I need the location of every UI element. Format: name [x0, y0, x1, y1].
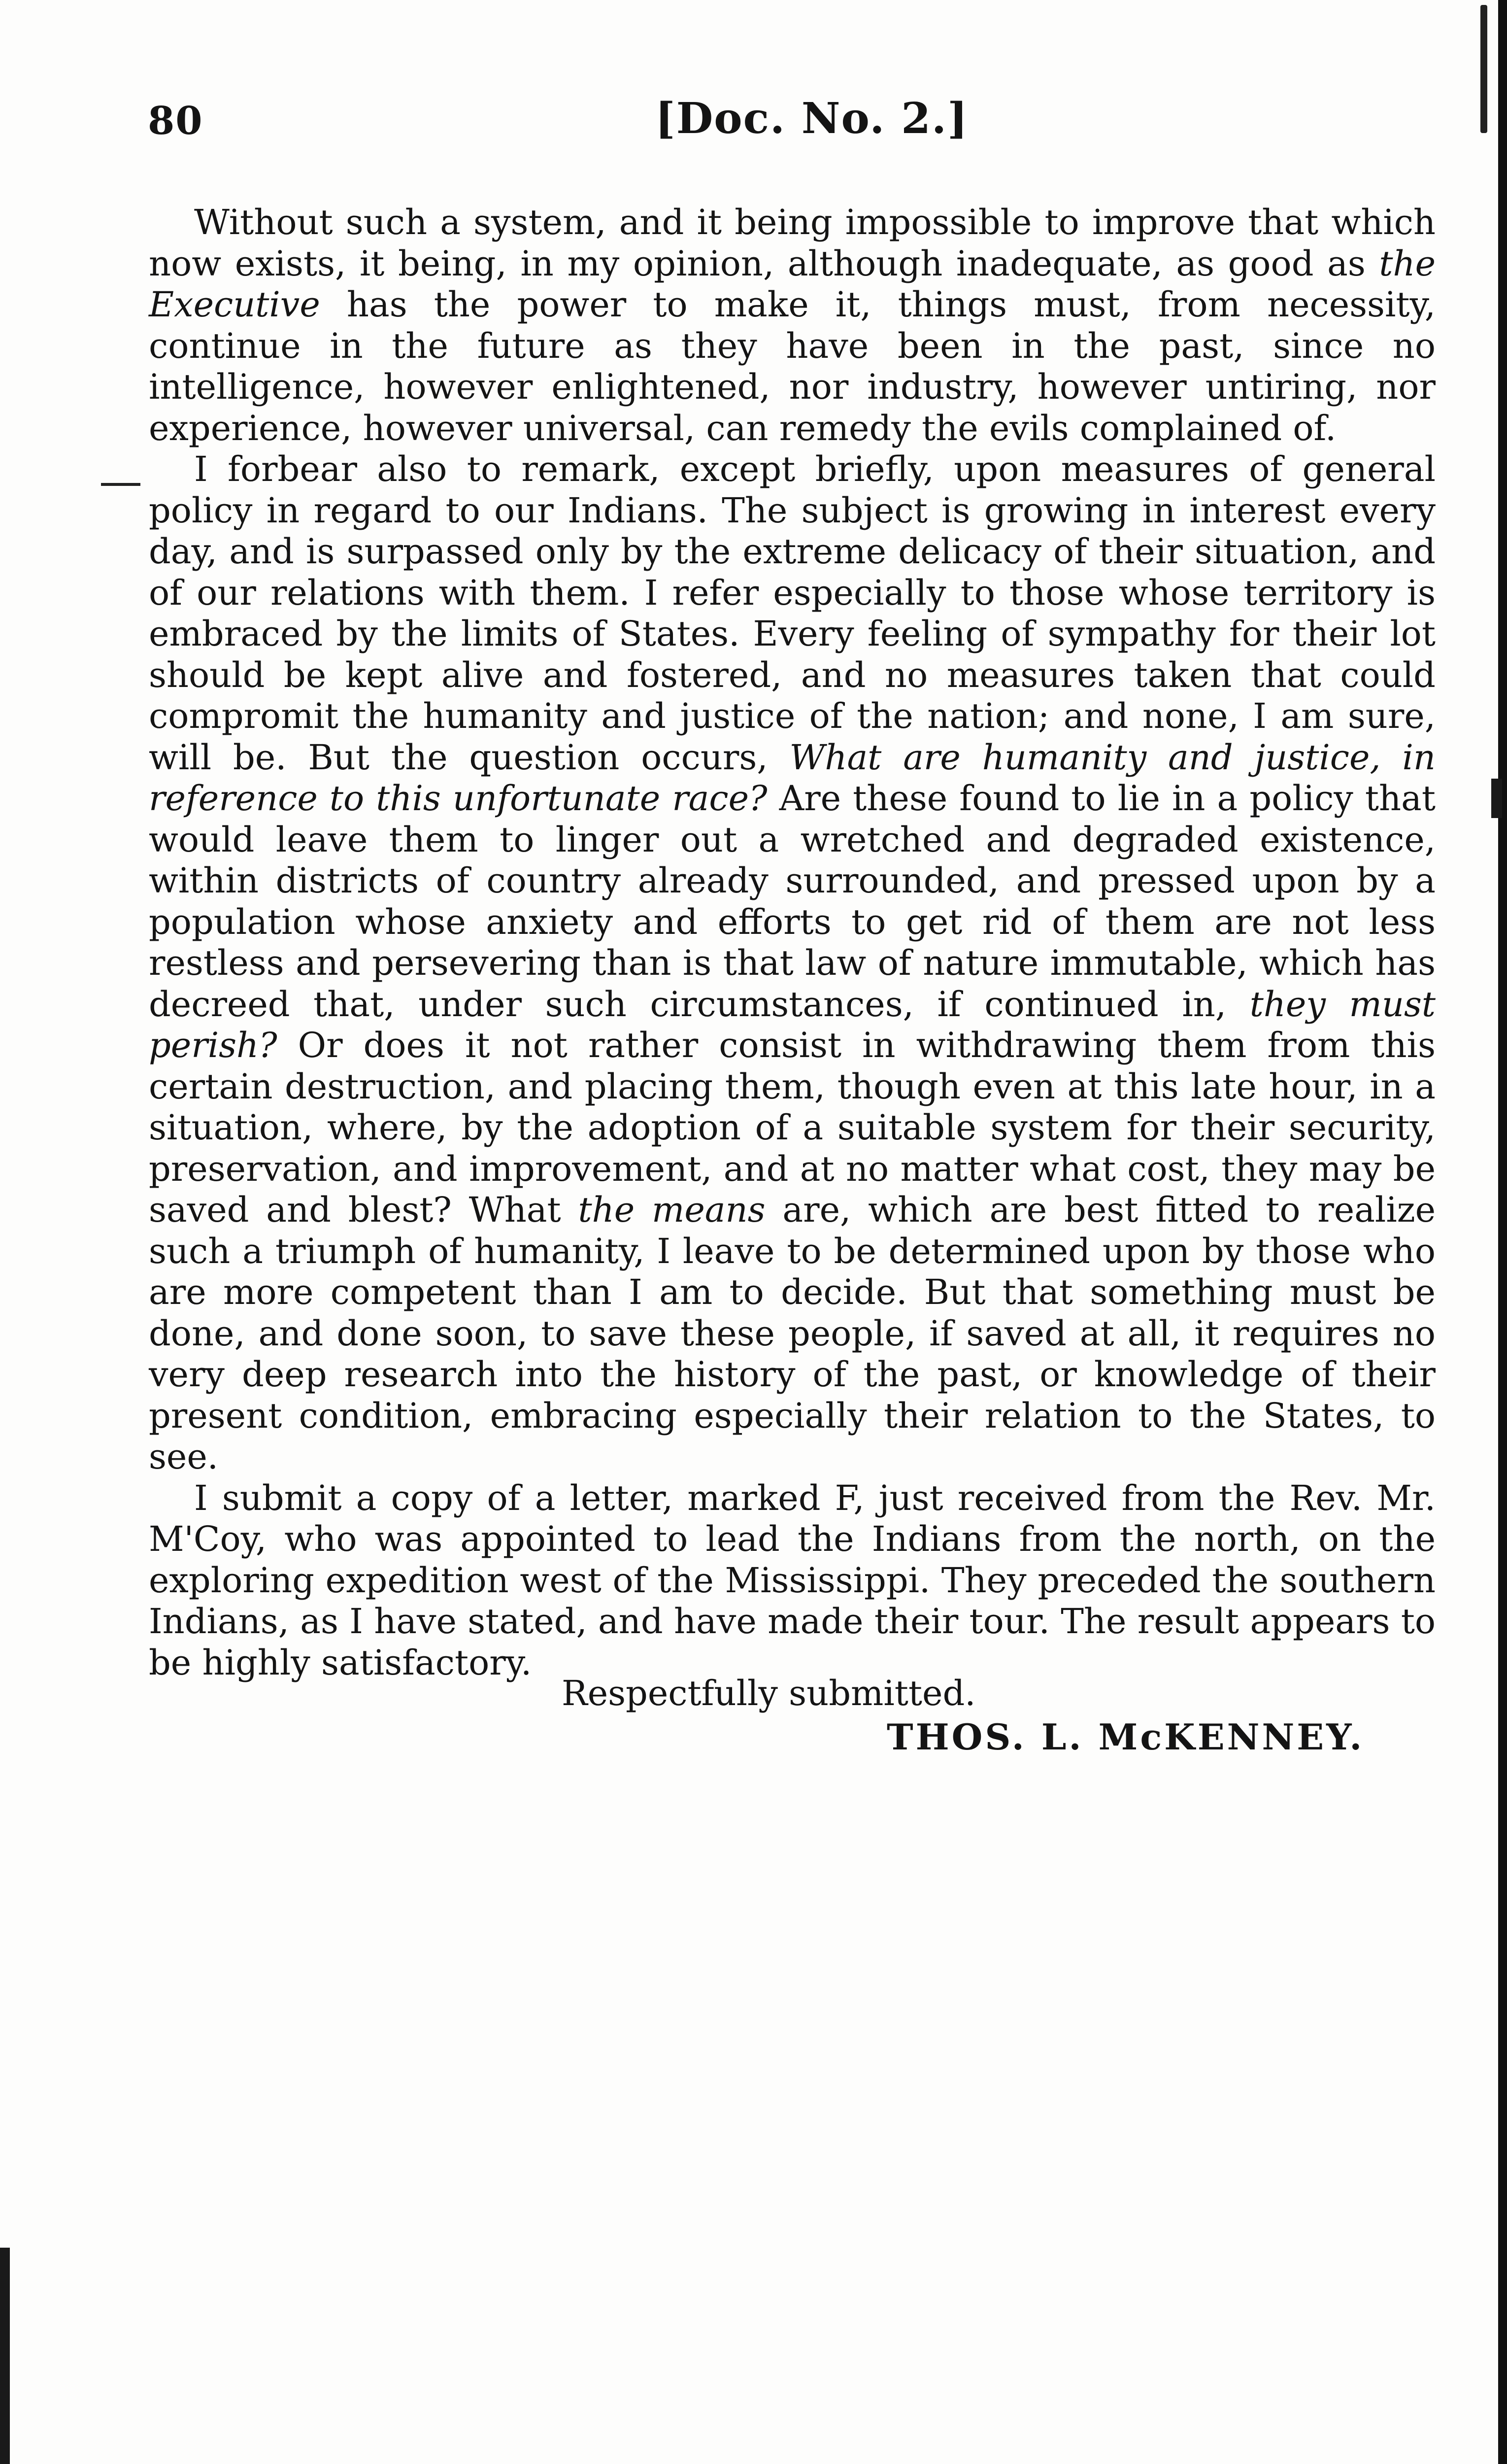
paragraph-text: I submit a copy of a letter, marked F, just received from the Rev. Mr. M'Coy, who was appointed to lead the Indians from the north, on the exploring expedition west of the Mississippi. They preceded the southern Indians, as I have stated, and have made their tour. The result appears to be highly satisfactory.	[149, 1477, 1436, 1683]
document-label: [Doc. No. 2.]	[655, 94, 969, 143]
paragraph-text: I forbear also to remark, except briefly, upon measures of general policy in regard to our Indians. The subject is growing in interest every day, and is surpassed only by the extreme delicacy of their situation, and of our relations with them. I refer especially to those whose territory is embraced by the limits of States. Every feeling of sympathy for their lot should be kept alive and fostered, and no measures taken that could compromit the humanity and justice of the nation; and none, I am sure, will be. But the question occurs,	[149, 449, 1436, 778]
paragraph-text: Are these found to lie in a policy that would leave them to linger out a wretched and degraded existence, within districts of country already surrounded, and pressed upon by a population whose anxiety and efforts to get rid of them are not less restless and persevering than is that law of nature immutable, which has decreed that, under such circumstances, if continued in,	[149, 778, 1436, 1025]
paragraph-text: Or does it not rather consist in withdrawing them from this certain destruction, and placing them, though even at this late hour, in a situation, where, by the adoption of a suitable system for their security, preservation, and improvement, and at no matter what cost, they may be saved and blest? What	[149, 1025, 1436, 1230]
italic-text: the means	[578, 1190, 766, 1230]
margin-mark	[101, 483, 140, 486]
closing-line: Respectfully submitted.	[562, 1673, 976, 1713]
paragraph-1	[149, 202, 1436, 449]
paragraph-3	[149, 1478, 1436, 1684]
paragraph-2	[149, 449, 1436, 1478]
scan-edge-left	[0, 2248, 10, 2464]
page-header	[148, 94, 1429, 163]
italic-text: What are humanity and justice, in reference to this unfortunate race?	[149, 737, 1436, 819]
signature: THOS. L. McKENNEY.	[887, 1716, 1365, 1758]
body-text	[149, 202, 1436, 1683]
scan-edge-right	[1498, 0, 1507, 2464]
scan-edge-mark	[1480, 5, 1487, 133]
page-number: 80	[148, 99, 203, 143]
paragraph-text: has the power to make it, things must, from necessity, continue in the future as they have been in the past, since no intelligence, however enlightened, nor industry, however untiring, nor experience, however universal, can remedy the evils complained of.	[149, 284, 1436, 448]
scan-edge-mark	[1491, 779, 1502, 818]
italic-text: the Executive	[149, 243, 1436, 325]
italic-text: they must perish?	[149, 984, 1436, 1065]
paragraph-text: Without such a system, and it being impossible to improve that which now exists, it being, in my opinion, although inadequate, as good as	[149, 202, 1436, 284]
paragraph-text: are, which are best fitted to realize such a triumph of humanity, I leave to be determined upon by those who are more competent than I am to decide. But that something must be done, and done soon, to save these people, if saved at all, it requires no very deep research into the history of the past, or knowledge of their present condition, embracing especially their relation to the States, to see.	[149, 1190, 1436, 1477]
